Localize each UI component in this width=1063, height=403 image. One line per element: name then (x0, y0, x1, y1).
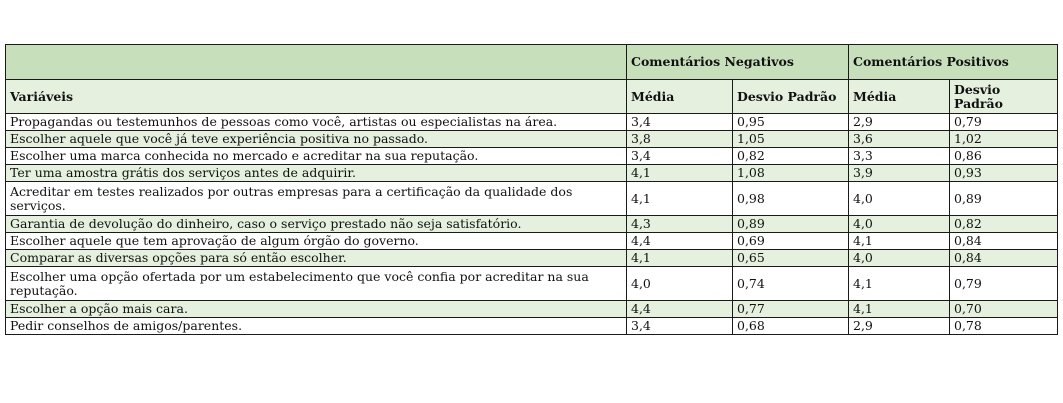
pos-sd-cell: 0,78 (950, 318, 1058, 335)
variable-cell: Escolher uma marca conhecida no mercado e acreditar na sua reputação. (6, 148, 627, 165)
group-header-negative: Comentários Negativos (627, 45, 849, 80)
pos-sd-cell: 1,02 (950, 131, 1058, 148)
neg-mean-cell: 4,4 (627, 301, 733, 318)
pos-mean-cell: 3,6 (849, 131, 950, 148)
pos-sd-cell: 0,84 (950, 250, 1058, 267)
pos-sd-cell: 0,86 (950, 148, 1058, 165)
table-row (6, 165, 1058, 182)
pos-mean-cell: 4,1 (849, 267, 950, 301)
table-row (6, 216, 1058, 233)
pos-sd-cell: 0,79 (950, 267, 1058, 301)
table-row (6, 182, 1058, 216)
table-row (6, 301, 1058, 318)
neg-sd-header: Desvio Padrão (733, 80, 849, 114)
pos-mean-cell: 4,0 (849, 250, 950, 267)
results-table (5, 44, 1058, 335)
pos-mean-cell: 3,3 (849, 148, 950, 165)
neg-mean-cell: 4,4 (627, 233, 733, 250)
neg-mean-cell: 4,1 (627, 165, 733, 182)
pos-sd-cell: 0,89 (950, 182, 1058, 216)
pos-sd-cell: 0,79 (950, 114, 1058, 131)
variable-cell: Escolher a opção mais cara. (6, 301, 627, 318)
variable-cell: Escolher aquele que tem aprovação de algum órgão do governo. (6, 233, 627, 250)
variable-cell: Comparar as diversas opções para só então escolher. (6, 250, 627, 267)
pos-mean-cell: 4,0 (849, 216, 950, 233)
table-row (6, 267, 1058, 301)
pos-sd-cell: 0,82 (950, 216, 1058, 233)
group-header-positive: Comentários Positivos (849, 45, 1058, 80)
pos-sd-cell: 0,70 (950, 301, 1058, 318)
neg-mean-header: Média (627, 80, 733, 114)
neg-mean-cell: 3,8 (627, 131, 733, 148)
pos-mean-cell: 4,1 (849, 301, 950, 318)
variable-cell: Propagandas ou testemunhos de pessoas como você, artistas ou especialistas na área. (6, 114, 627, 131)
pos-mean-cell: 4,0 (849, 182, 950, 216)
neg-mean-cell: 4,1 (627, 250, 733, 267)
variable-cell: Escolher aquele que você já teve experiência positiva no passado. (6, 131, 627, 148)
pos-sd-cell: 0,84 (950, 233, 1058, 250)
column-header-row (6, 80, 1058, 114)
neg-mean-cell: 4,0 (627, 267, 733, 301)
variable-cell: Ter uma amostra grátis dos serviços antes de adquirir. (6, 165, 627, 182)
variable-cell: Acreditar em testes realizados por outras empresas para a certificação da qualidade dos serviços. (6, 182, 627, 216)
neg-mean-cell: 3,4 (627, 148, 733, 165)
neg-sd-cell: 0,69 (733, 233, 849, 250)
table-row (6, 318, 1058, 335)
neg-sd-cell: 0,68 (733, 318, 849, 335)
variables-header: Variáveis (6, 80, 627, 114)
neg-mean-cell: 3,4 (627, 114, 733, 131)
neg-sd-cell: 0,77 (733, 301, 849, 318)
table-row (6, 114, 1058, 131)
table-row (6, 233, 1058, 250)
table-row (6, 148, 1058, 165)
neg-sd-cell: 0,65 (733, 250, 849, 267)
pos-sd-header: Desvio Padrão (950, 80, 1058, 114)
variable-cell: Garantia de devolução do dinheiro, caso o serviço prestado não seja satisfatório. (6, 216, 627, 233)
pos-mean-header: Média (849, 80, 950, 114)
neg-sd-cell: 1,05 (733, 131, 849, 148)
empty-header-cell (6, 45, 627, 80)
neg-sd-cell: 0,95 (733, 114, 849, 131)
neg-sd-cell: 0,89 (733, 216, 849, 233)
neg-mean-cell: 4,3 (627, 216, 733, 233)
neg-sd-cell: 0,74 (733, 267, 849, 301)
table-row (6, 131, 1058, 148)
pos-mean-cell: 3,9 (849, 165, 950, 182)
neg-sd-cell: 0,98 (733, 182, 849, 216)
group-header-row (6, 45, 1058, 80)
neg-mean-cell: 4,1 (627, 182, 733, 216)
pos-mean-cell: 2,9 (849, 318, 950, 335)
table-row (6, 250, 1058, 267)
neg-mean-cell: 3,4 (627, 318, 733, 335)
pos-mean-cell: 2,9 (849, 114, 950, 131)
variable-cell: Escolher uma opção ofertada por um estabelecimento que você confia por acreditar na sua reputação. (6, 267, 627, 301)
pos-sd-cell: 0,93 (950, 165, 1058, 182)
variable-cell: Pedir conselhos de amigos/parentes. (6, 318, 627, 335)
pos-mean-cell: 4,1 (849, 233, 950, 250)
neg-sd-cell: 0,82 (733, 148, 849, 165)
neg-sd-cell: 1,08 (733, 165, 849, 182)
